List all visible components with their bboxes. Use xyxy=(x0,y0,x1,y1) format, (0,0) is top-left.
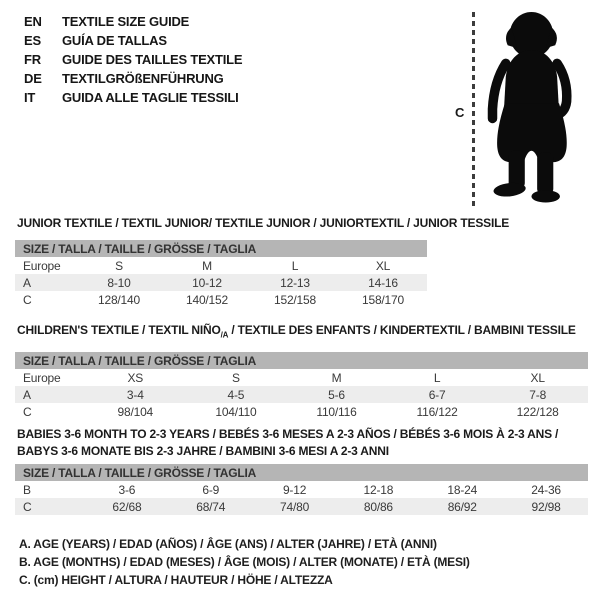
table-cell: L xyxy=(291,258,299,273)
title-part: / TEXTILE DES ENFANTS / KINDERTEXTIL / BAMBINI TESSILE xyxy=(228,323,576,337)
table-cell: L xyxy=(433,370,441,385)
row-label: A xyxy=(23,387,31,402)
language-label: GUÍA DE TALLAS xyxy=(62,33,167,48)
table-row xyxy=(15,369,588,386)
table-row xyxy=(15,291,427,308)
row-label: Europe xyxy=(23,370,61,385)
language-header xyxy=(24,12,242,107)
row-label: B xyxy=(23,482,31,497)
table-cell: 10-12 xyxy=(192,275,222,290)
table-cell: 158/170 xyxy=(362,292,404,307)
language-code: IT xyxy=(24,90,36,105)
table-cell: 74/80 xyxy=(280,499,310,514)
row-label: A xyxy=(23,275,31,290)
table-cell: M xyxy=(331,370,342,385)
table-cell: 6-9 xyxy=(202,482,220,497)
table-cell: 86/92 xyxy=(447,499,477,514)
table-cell: 122/128 xyxy=(516,404,559,419)
table-cell: 14-16 xyxy=(368,275,398,290)
footnote-c: C. (cm) HEIGHT / ALTURA / HAUTEUR / HÖHE / ALTEZZA xyxy=(19,573,333,587)
table-row xyxy=(15,386,588,403)
language-code: ES xyxy=(24,33,41,48)
table-row xyxy=(15,481,588,498)
language-label: GUIDE DES TAILLES TEXTILE xyxy=(62,52,243,67)
table-cell: XS xyxy=(127,370,144,385)
table-cell: 140/152 xyxy=(186,292,228,307)
children-table-title xyxy=(17,323,576,339)
table-cell: 7-8 xyxy=(529,387,547,402)
table-cell: M xyxy=(202,258,212,273)
table-cell: 12-13 xyxy=(280,275,310,290)
table-cell: S xyxy=(231,370,240,385)
footnote-a: A. AGE (YEARS) / EDAD (AÑOS) / ÂGE (ANS) / ALTER (JAHRE) / ETÀ (ANNI) xyxy=(19,537,437,551)
language-code: EN xyxy=(24,14,42,29)
table-cell: 152/158 xyxy=(274,292,316,307)
table-cell: 92/98 xyxy=(531,499,561,514)
table-cell: 98/104 xyxy=(117,404,154,419)
table-row xyxy=(15,274,427,291)
row-label: Europe xyxy=(23,258,61,273)
title-part-sub: /A xyxy=(220,330,229,340)
table-cell: 116/122 xyxy=(416,404,458,419)
table-cell: 6-7 xyxy=(428,387,446,402)
table-cell: 68/74 xyxy=(196,499,226,514)
language-label: TEXTILGRÖßENFÜHRUNG xyxy=(62,71,224,86)
table-cell: 24-36 xyxy=(531,482,561,497)
language-row-it xyxy=(24,88,242,107)
footnotes xyxy=(19,535,470,589)
babies-table-title-line2: BABYS 3-6 MONATE BIS 2-3 JAHRE / BAMBINI 3-6 MESI A 2-3 ANNI xyxy=(17,444,389,458)
language-row-de xyxy=(24,69,242,88)
table-cell: S xyxy=(115,258,123,273)
row-label: C xyxy=(23,292,32,307)
language-label: GUIDA ALLE TAGLIE TESSILI xyxy=(62,90,239,105)
table-cell: 8-10 xyxy=(107,275,131,290)
size-header-bar: SIZE / TALLA / TAILLE / GRÖSSE / TAGLIA xyxy=(15,352,588,369)
table-cell: 9-12 xyxy=(282,482,307,497)
junior-table xyxy=(15,240,427,308)
row-label: C xyxy=(23,404,32,419)
table-cell: 80/86 xyxy=(363,499,393,514)
height-dashed-line xyxy=(472,12,475,206)
babies-table xyxy=(15,464,588,515)
table-cell: XL xyxy=(530,370,545,385)
size-header-bar: SIZE / TALLA / TAILLE / GRÖSSE / TAGLIA xyxy=(15,464,588,481)
footnote-b: B. AGE (MONTHS) / EDAD (MESES) / ÂGE (MOIS) / ALTER (MONATE) / ETÀ (MESI) xyxy=(19,555,470,569)
language-row-es xyxy=(24,31,242,50)
table-cell: 4-5 xyxy=(227,387,245,402)
junior-table-title: JUNIOR TEXTILE / TEXTIL JUNIOR/ TEXTILE JUNIOR / JUNIORTEXTIL / JUNIOR TESSILE xyxy=(17,216,510,230)
table-cell: 62/68 xyxy=(112,499,142,514)
language-row-en xyxy=(24,12,242,31)
toddler-silhouette-icon xyxy=(483,8,578,208)
language-code: DE xyxy=(24,71,42,86)
babies-table-title-line1: BABIES 3-6 MONTH TO 2-3 YEARS / BEBÉS 3-6 MESES A 2-3 AÑOS / BÉBÉS 3-6 MOIS À 2-3 ANS / xyxy=(17,427,559,441)
language-code: FR xyxy=(24,52,41,67)
table-cell: 18-24 xyxy=(447,482,478,497)
language-label: TEXTILE SIZE GUIDE xyxy=(62,14,190,29)
table-row xyxy=(15,403,588,420)
table-cell: 3-4 xyxy=(126,387,144,402)
table-row xyxy=(15,498,588,515)
title-part: CHILDREN'S TEXTILE / TEXTIL NIÑO xyxy=(17,323,221,337)
row-label: C xyxy=(23,499,32,514)
table-cell: 5-6 xyxy=(328,387,345,402)
language-row-fr xyxy=(24,50,242,69)
children-table xyxy=(15,352,588,420)
table-row xyxy=(15,257,427,274)
table-cell: 104/110 xyxy=(215,404,257,419)
table-cell: 12-18 xyxy=(363,482,394,497)
size-header-bar: SIZE / TALLA / TAILLE / GRÖSSE / TAGLIA xyxy=(15,240,427,257)
table-cell: 128/140 xyxy=(98,292,140,307)
table-cell: XL xyxy=(375,258,391,273)
height-measure-label: C xyxy=(455,105,465,120)
table-cell: 110/116 xyxy=(316,404,357,419)
table-cell: 3-6 xyxy=(118,482,136,497)
